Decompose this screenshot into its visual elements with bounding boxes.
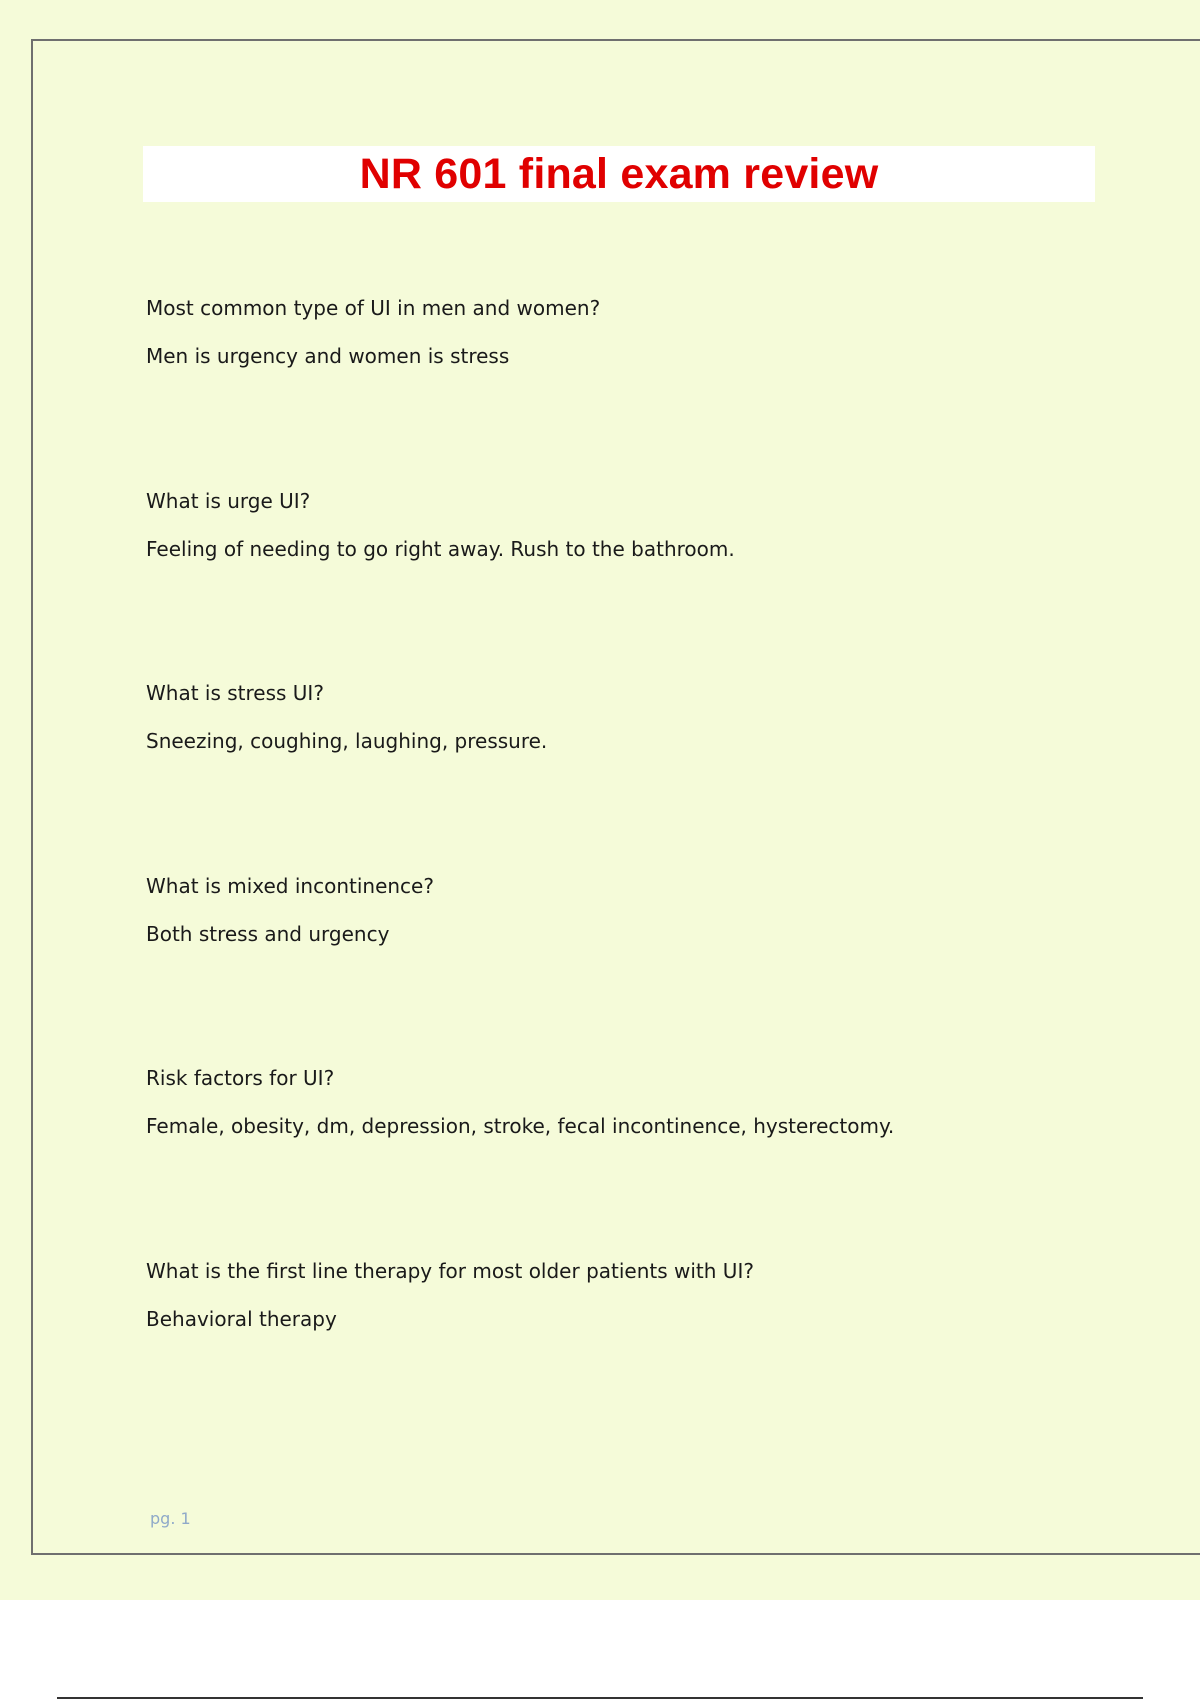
qa-item: [146, 489, 735, 561]
question-text: What is the first line therapy for most older patients with UI?: [146, 1259, 754, 1283]
question-text: What is stress UI?: [146, 681, 324, 705]
answer-text: Sneezing, coughing, laughing, pressure.: [146, 729, 548, 753]
qa-item: [146, 296, 600, 368]
qa-item: [146, 681, 547, 753]
page-number: pg. 1: [150, 1509, 191, 1528]
answer-text: Both stress and urgency: [146, 922, 390, 946]
answer-text: Female, obesity, dm, depression, stroke, fecal incontinence, hysterectomy.: [146, 1114, 895, 1138]
answer-text: Men is urgency and women is stress: [146, 344, 510, 368]
document-title: NR 601 final exam review: [359, 149, 879, 198]
qa-item: [146, 874, 434, 946]
question-text: Most common type of UI in men and women?: [146, 296, 601, 320]
qa-item: [146, 1259, 754, 1331]
answer-text: Feeling of needing to go right away. Rush to the bathroom.: [146, 537, 735, 561]
question-text: Risk factors for UI?: [146, 1066, 335, 1090]
question-text: What is mixed incontinence?: [146, 874, 434, 898]
title-banner: [143, 146, 1095, 202]
answer-text: Behavioral therapy: [146, 1307, 337, 1331]
bottom-divider: [57, 1697, 1143, 1699]
question-text: What is urge UI?: [146, 489, 311, 513]
qa-item: [146, 1066, 894, 1138]
